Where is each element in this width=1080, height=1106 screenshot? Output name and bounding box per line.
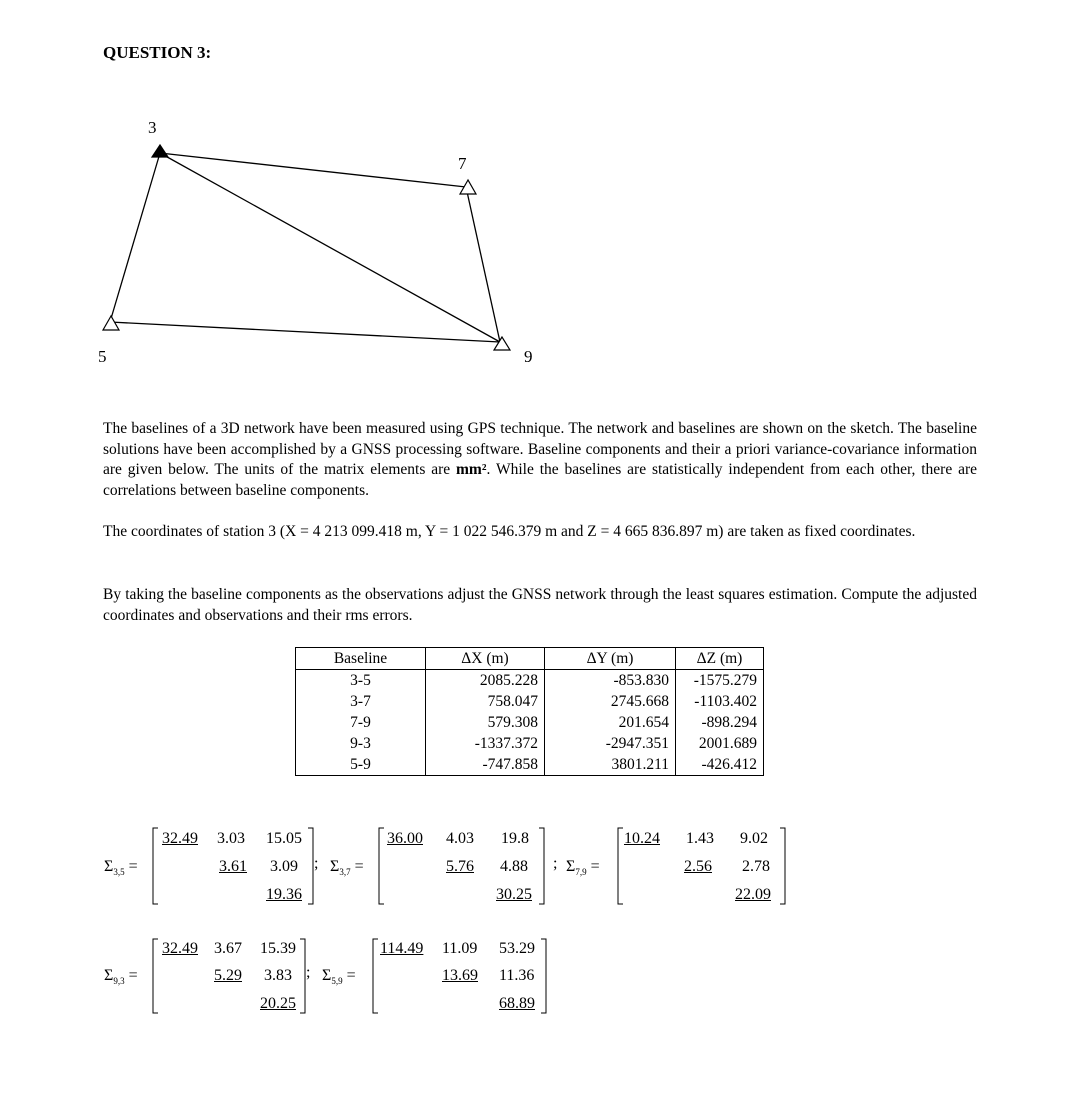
matrix-value: 20.25 <box>260 995 296 1012</box>
matrix-separator: ; <box>314 855 319 872</box>
header-dy: ΔY (m) <box>545 648 676 670</box>
question-title: QUESTION 3: <box>103 43 212 62</box>
matrix-value: 36.00 <box>387 830 423 847</box>
problem-paragraph-2: The coordinates of station 3 (X = 4 213 099.418 m, Y = 1 022 546.379 m and Z = 4 665 836.897 m) are taken as fixed coordinates. <box>103 523 916 540</box>
table-cell: -426.412 <box>676 754 764 776</box>
station-label-7: 7 <box>458 154 467 173</box>
matrix-value: 22.09 <box>735 886 771 903</box>
matrix-separator: ; <box>306 964 311 981</box>
matrix-value: 3.03 <box>217 830 245 847</box>
station-label-3: 3 <box>148 118 157 137</box>
table-cell: 758.047 <box>426 691 545 712</box>
matrix-value: 3.09 <box>270 858 298 875</box>
matrix-value: 10.24 <box>624 830 660 847</box>
matrix-value: 3.67 <box>214 940 242 957</box>
p1-text-a: The baselines of a 3D network have been measured using GPS technique. The network and baselines are shown on the sketch. The baseline solutions have been accomplished by a GNSS processing software. Baseline components and their a priori variance-covariance information are given below. The units of the matrix elements are <box>103 420 977 478</box>
matrix-value: 5.76 <box>446 858 474 875</box>
m79-left-bracket <box>618 828 623 904</box>
table-cell: 3-7 <box>296 691 426 712</box>
table-cell: 5-9 <box>296 754 426 776</box>
matrix-value: 4.88 <box>500 858 528 875</box>
matrix-value: 13.69 <box>442 967 478 984</box>
header-dz: ΔZ (m) <box>676 648 764 670</box>
matrix-value: 32.49 <box>162 830 198 847</box>
matrix-value: 15.05 <box>266 830 302 847</box>
matrix-value: 19.36 <box>266 886 302 903</box>
matrix-value: 9.02 <box>740 830 768 847</box>
unit-mm2: mm² <box>456 461 487 478</box>
problem-paragraph-3: By taking the baseline components as the observations adjust the GNSS network through the least squares estimation. Compute the adjusted coordinates and observations and their rms errors. <box>103 586 977 624</box>
sigma-3-5-label: $\Sigma_{3,5}$ = <box>104 858 138 878</box>
matrix-value: 5.29 <box>214 967 242 984</box>
table-cell: -898.294 <box>676 712 764 733</box>
m79-right-bracket <box>780 828 785 904</box>
table-cell: -1337.372 <box>426 733 545 754</box>
station-label-5: 5 <box>98 347 107 366</box>
sigma-3-7-label: $\Sigma_{3,7}$ = <box>330 858 364 878</box>
matrix-value: 68.89 <box>499 995 535 1012</box>
matrix-value: 30.25 <box>496 886 532 903</box>
matrix-value: 3.83 <box>264 967 292 984</box>
matrix-value: 2.78 <box>742 858 770 875</box>
matrix-value: 114.49 <box>380 940 424 957</box>
table-cell: -2947.351 <box>545 733 676 754</box>
table-cell: 7-9 <box>296 712 426 733</box>
table-cell: 2745.668 <box>545 691 676 712</box>
header-dx: ΔX (m) <box>426 648 545 670</box>
m93-left-bracket <box>153 939 158 1013</box>
station-label-9: 9 <box>524 347 533 366</box>
table-cell: -747.858 <box>426 754 545 776</box>
table-cell: -1575.279 <box>676 670 764 692</box>
matrix-separator: ; <box>553 855 558 872</box>
table-cell: -1103.402 <box>676 691 764 712</box>
matrix-value: 4.03 <box>446 830 474 847</box>
matrix-value: 3.61 <box>219 858 247 875</box>
matrix-value: 11.09 <box>442 940 478 957</box>
table-cell: 3-5 <box>296 670 426 692</box>
sigma-5-9-label: $\Sigma_{5,9}$ = <box>322 967 356 987</box>
sigma-7-9-label: $\Sigma_{7,9}$ = <box>566 858 600 878</box>
table-cell: 201.654 <box>545 712 676 733</box>
matrix-value: 19.8 <box>501 830 529 847</box>
matrix-value: 11.36 <box>499 967 535 984</box>
table-cell: 2085.228 <box>426 670 545 692</box>
m35-right-bracket <box>308 828 313 904</box>
matrix-value: 2.56 <box>684 858 712 875</box>
table-cell: 579.308 <box>426 712 545 733</box>
m35-left-bracket <box>153 828 158 904</box>
table-cell: 9-3 <box>296 733 426 754</box>
table-cell: -853.830 <box>545 670 676 692</box>
m37-left-bracket <box>379 828 384 904</box>
header-baseline: Baseline <box>296 648 426 670</box>
matrix-value: 1.43 <box>686 830 714 847</box>
m59-left-bracket <box>373 939 378 1013</box>
matrix-value: 15.39 <box>260 940 296 957</box>
matrix-value: 32.49 <box>162 940 198 957</box>
table-cell: 2001.689 <box>676 733 764 754</box>
table-cell: 3801.211 <box>545 754 676 776</box>
m93-right-bracket <box>300 939 305 1013</box>
p1-text-b: . While the baselines are statistically independent from each other, there are correlations between baseline components. <box>103 461 977 499</box>
matrix-value: 53.29 <box>499 940 535 957</box>
m59-right-bracket <box>541 939 546 1013</box>
sigma-9-3-label: $\Sigma_{9,3}$ = <box>104 967 138 987</box>
m37-right-bracket <box>539 828 544 904</box>
